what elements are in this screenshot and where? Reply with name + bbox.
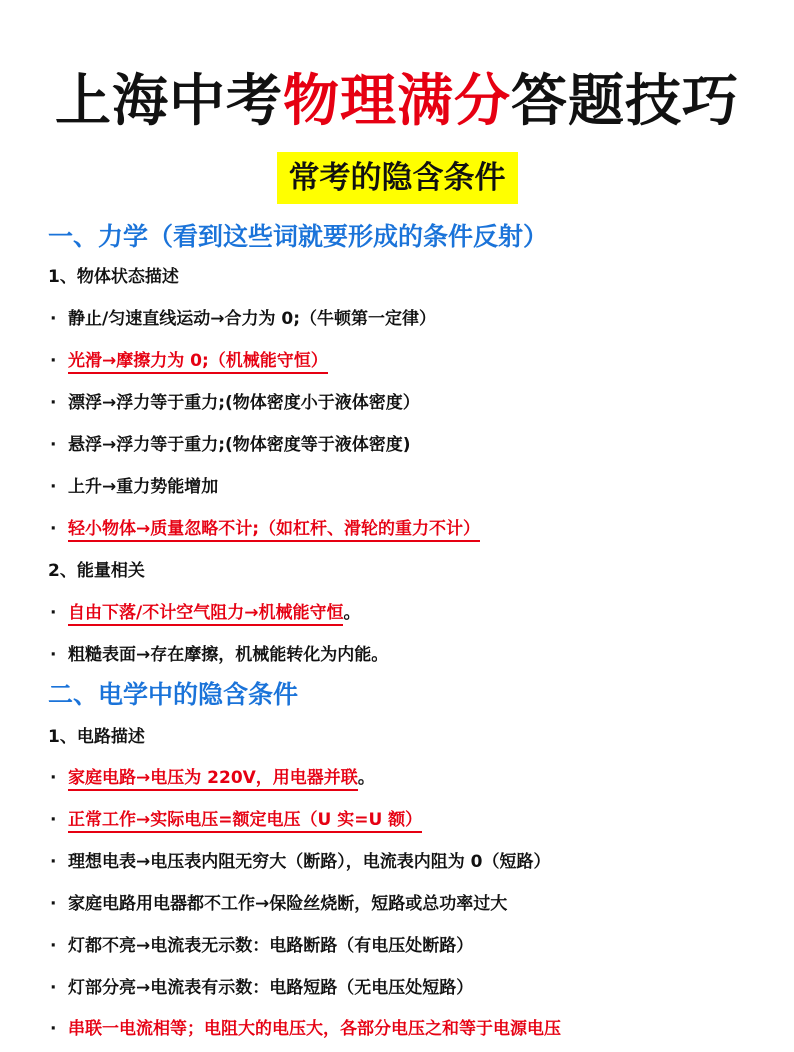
sub-heading-circuit: 1、电路描述 [48,727,145,747]
bullet-icon: · [50,1019,57,1039]
list-item [50,850,551,874]
list-item-text: 轻小物体→质量忽略不计;（如杠杆、滑轮的重力不计） [68,519,480,542]
bullet-icon: · [50,603,57,623]
list-item-trailing-period: 。 [357,768,375,788]
section-heading-mechanics: 一、力学（看到这些词就要形成的条件反射） [48,222,549,251]
list-item-text: 粗糙表面→存在摩擦，机械能转化为内能。 [68,645,389,665]
main-title-part2: 物理满分 [283,69,511,134]
list-item-text: 灯都不亮→电流表无示数：电路断路（有电压处断路） [68,936,474,956]
list-item [50,643,388,667]
bullet-icon: · [50,645,57,665]
bullet-icon: · [50,393,57,413]
section-heading-electricity: 二、电学中的隐含条件 [48,680,299,709]
list-item-text: 串联一电流相等；电阻大的电压大，各部分电压之和等于电源电压 [68,1019,561,1039]
list-item [50,475,218,499]
bullet-icon: · [50,936,57,956]
bullet-icon: · [50,810,57,830]
list-item-text: 悬浮→浮力等于重力;(物体密度等于液体密度) [68,435,411,455]
subtitle-container [0,152,794,204]
bullet-icon: · [50,477,57,497]
bullet-icon: · [50,435,57,455]
list-item-text: 灯部分亮→电流表有示数：电路短路（无电压处短路） [68,978,474,998]
sub-heading-energy: 2、能量相关 [48,561,145,581]
list-item-text: 正常工作→实际电压=额定电压（U 实=U 额） [68,810,422,833]
bullet-icon: · [50,852,57,872]
list-item [50,433,411,457]
bullet-icon: · [50,351,57,371]
list-item [50,892,507,916]
list-item-text: 理想电表→电压表内阻无穷大（断路），电流表内阻为 0（短路） [68,852,551,872]
list-item-text: 漂浮→浮力等于重力;(物体密度小于液体密度） [68,393,420,413]
sub-heading-object-state: 1、物体状态描述 [48,267,179,287]
list-item-highlighted [50,1017,561,1041]
list-item-highlighted [50,808,422,832]
subtitle-highlight: 常考的隐含条件 [277,152,518,204]
bullet-icon: · [50,309,57,329]
list-item-text: 家庭电路用电器都不工作→保险丝烧断，短路或总功率过大 [68,894,508,914]
list-item [50,976,473,1000]
list-item [50,391,420,415]
bullet-icon: · [50,519,57,539]
main-title [0,66,794,138]
main-title-part1: 上海中考 [55,69,283,134]
list-item-highlighted [50,517,480,541]
list-item [50,934,473,958]
list-item-text: 静止/匀速直线运动→合力为 0;（牛顿第一定律） [68,309,436,329]
list-item-highlighted [50,766,375,790]
bullet-icon: · [50,768,57,788]
list-item-trailing-period: 。 [343,603,361,623]
list-item-highlighted [50,349,328,373]
bullet-icon: · [50,894,57,914]
list-item-text: 自由下落/不计空气阻力→机械能守恒 [68,603,343,626]
list-item-text: 家庭电路→电压为 220V，用电器并联 [68,768,358,791]
list-item-text: 光滑→摩擦力为 0;（机械能守恒） [68,351,328,374]
bullet-icon: · [50,978,57,998]
list-item-highlighted [50,601,360,625]
list-item [50,307,436,331]
main-title-part3: 答题技巧 [511,69,739,134]
list-item-text: 上升→重力势能增加 [68,477,219,497]
